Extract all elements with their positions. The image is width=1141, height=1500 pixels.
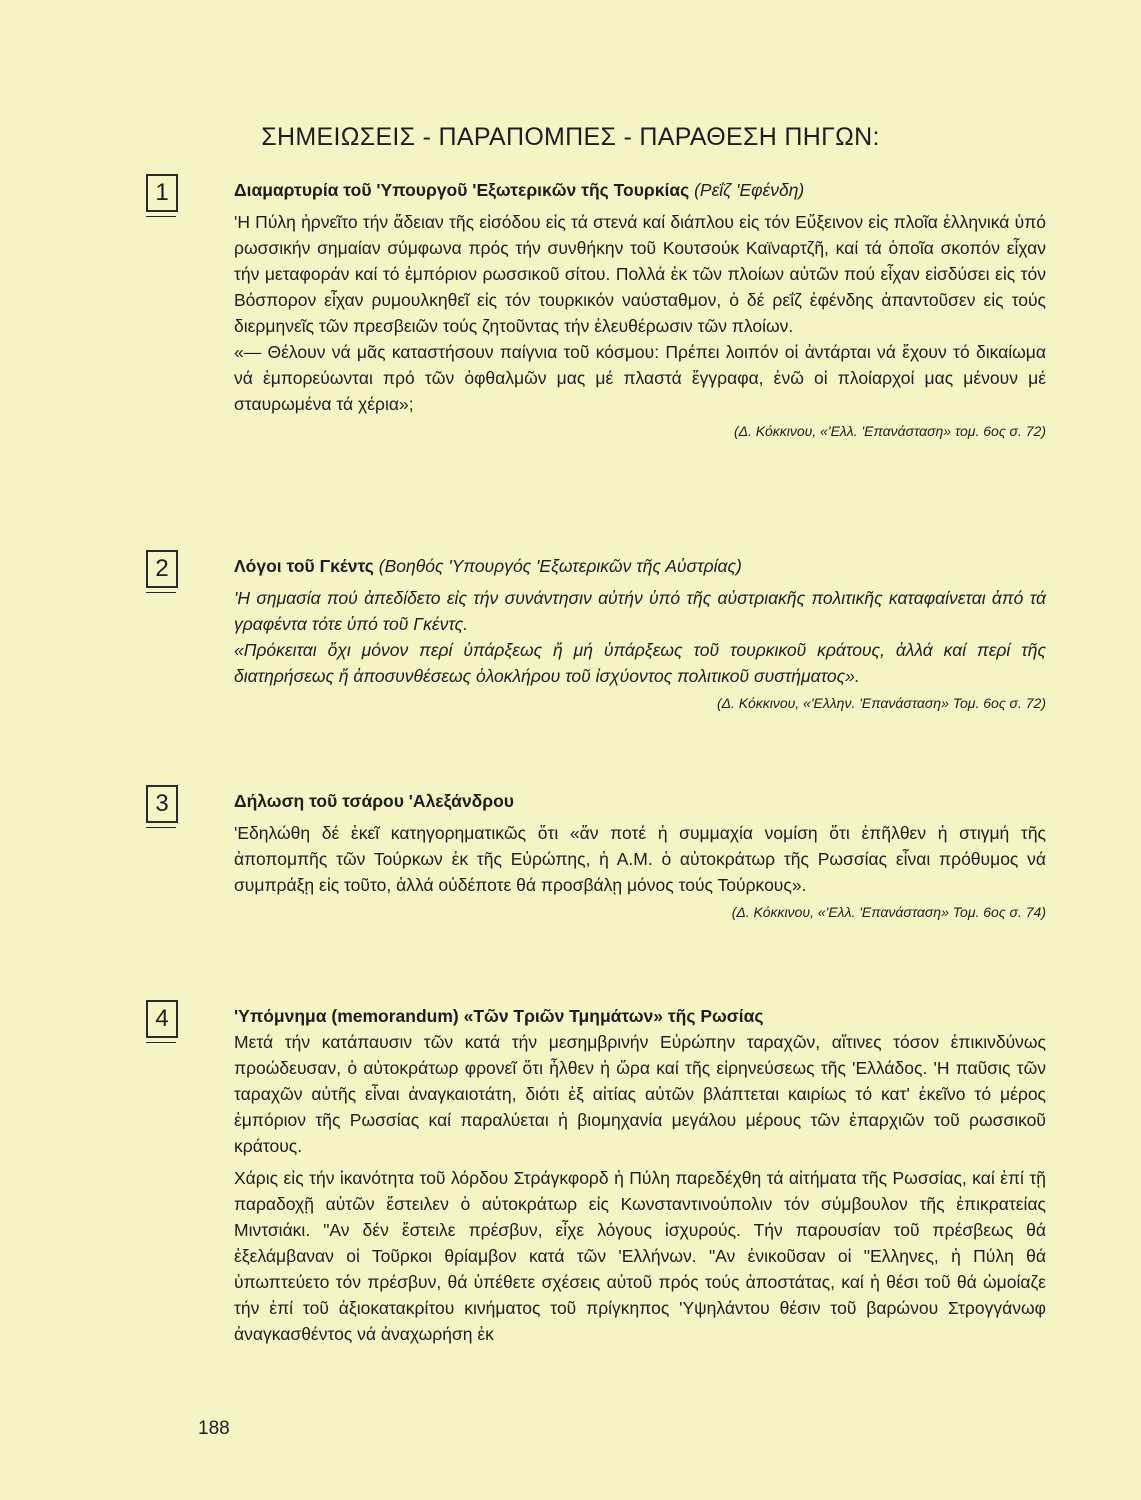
- note-heading: [234, 553, 1046, 579]
- note-heading-text: 'Υπόμνημα (memorandum) «Τῶν Τριῶν Τμημάτων» τῆς Ρωσίας: [234, 1006, 764, 1026]
- note-body: [234, 553, 1046, 715]
- note-citation: (Δ. Κόκκινου, «'Ελλ. 'Επανάσταση» τομ. 6ος σ. 72): [733, 423, 1046, 439]
- note-number-box: 4: [146, 1000, 178, 1038]
- note-heading: [234, 177, 1046, 203]
- note-heading: [234, 788, 1046, 814]
- note-paragraph: 'Εδηλώθη δέ ἐκεῖ κατηγορηματικῶς ὅτι «ἄν ποτέ ἡ συμμαχία νομίση ὅτι ἐπῆλθεν ἡ στιγμή τῆς ἀποπομπῆς τῶν Τούρκων ἐκ τῆς Εὐρώπης, ἡ Α.Μ. ὁ αὐτοκράτωρ τῆς Ρωσσίας εἶναι πρόθυμος νά συμπράξῃ εἰς τοῦτο, ἀλλά οὐδέποτε θά προσβάλῃ μόνος τούς Τούρκους».: [234, 823, 1046, 895]
- note-heading-text: Διαμαρτυρία τοῦ 'Υπουργοῦ 'Εξωτερικῶν τῆς Τουρκίας: [234, 180, 690, 200]
- note-number-box: 3: [146, 785, 178, 823]
- page-number: 188: [198, 1418, 230, 1439]
- note-citation: (Δ. Κόκκινου, «'Ελλ. 'Επανάσταση» Τομ. 6ος σ. 74): [731, 904, 1046, 920]
- note-citation: (Δ. Κόκκινου, «'Ελλην. 'Επανάσταση» Τομ. 6ος σ. 72): [716, 695, 1046, 711]
- note-heading-text: Λόγοι τοῦ Γκέντς: [234, 556, 374, 576]
- page-title: ΣΗΜΕΙΩΣΕΙΣ - ΠΑΡΑΠΟΜΠΕΣ - ΠΑΡΑΘΕΣΗ ΠΗΓΩΝ:: [261, 123, 880, 151]
- note-body: [234, 1003, 1046, 1347]
- note-body: [234, 177, 1046, 443]
- note-paragraph: Μετά τήν κατάπαυσιν τῶν κατά τήν μεσημβρινήν Εὐρώπην ταραχῶν, αἵτινες τόσον ἐπικινδύνως προώδευσαν, ὁ αὐτοκράτωρ φρονεῖ ὅτι ἦλθεν ἡ ὥρα καί τῆς εἰρηνεύσεως τῆς 'Ελλάδος. 'Η παῦσις τῶν ταραχῶν αὐτῆς εἶναι ἀναγκαιοτάτη, διότι ἐξ αἰτίας αὐτῶν βλάπτεται καιρίως τό κατ' ἐκεῖνο τό μέρος ἐμπόριον τῆς Ρωσσίας καί παραλύεται ἡ βιομηχανία μεγάλου μέρους τῶν ἐπαρχιῶν τοῦ ρωσσικοῦ κράτους.: [234, 1032, 1046, 1156]
- note-paragraph: 'Η σημασία πού ἀπεδίδετο εἰς τήν συνάντησιν αὐτήν ὑπό τῆς αὐστριακῆς πολιτικῆς καταφαίνεται ἀπό τά γραφέντα τότε ὑπό τοῦ Γκέντς.: [234, 588, 1046, 634]
- note-body: [234, 788, 1046, 924]
- note-heading-sub: (Βοηθός 'Υπουργός 'Εξωτερικῶν τῆς Αὐστρίας): [378, 556, 742, 576]
- note-paragraph: Χάρις εἰς τήν ἱκανότητα τοῦ λόρδου Στράγκφορδ ἡ Πύλη παρεδέχθη τά αἰτήματα τῆς Ρωσσίας, καί ἐπί τῇ παραδοχῇ αὐτῶν ἔστειλεν ὁ αὐτοκράτωρ εἰς Κωνσταντινούπολιν τόν σύμβουλον τῆς ἐπικρατείας Μιντσιάκι. "Αν δέν ἔστειλε πρέσβυν, εἶχε λόγους ἰσχυρούς. Τήν παρουσίαν τοῦ πρέσβεως θά ἐξελάμβαναν οἱ Τοῦρκοι θρίαμβον κατά τῶν 'Ελλήνων. "Αν ἐνικοῦσαν οἱ "Ελληνες, ἡ Πύλη θά ὑπωπτεύετο τόν πρέσβυν, θά ὑπέθετε σχέσεις αὐτοῦ πρός τούς ἀποστάτας, καί ἡ θέσι τοῦ θά ὡμοίαζε τήν ἐπί τοῦ ἀξιοκατακρίτου κινήματος τοῦ πρίγκηπος 'Υψηλάντου θέσιν τοῦ βαρώνου Στρογγάνωφ ἀναγκασθέντος νά ἀναχωρήση ἐκ: [234, 1168, 1046, 1344]
- note-heading: [234, 1003, 1046, 1029]
- note-number-box: 1: [146, 174, 178, 212]
- note-paragraph: «Πρόκειται ὄχι μόνον περί ὑπάρξεως ἤ μή ὑπάρξεως τοῦ τουρκικοῦ κράτους, ἀλλά καί περί τῆς διατηρήσεως ἤ ἀποσυνθέσεως ὁλοκλήρου τοῦ ἰσχύοντος πολιτικοῦ συστήματος».: [234, 640, 1046, 686]
- note-number-box: 2: [146, 550, 178, 588]
- note-paragraph: 'Η Πύλη ἠρνεῖτο τήν ἄδειαν τῆς εἰσόδου εἰς τά στενά καί διάπλου εἰς τόν Εὔξεινον εἰς πλοῖα ἑλληνικά ὑπό ρωσσικήν σημαίαν σύμφωνα πρός τήν συνθήκην τοῦ Κουτσούκ Καϊναρτζῆ, καί τά ὁποῖα σκοπόν εἶχαν τήν μεταφοράν καί τό ἐμπόριον ρωσσικοῦ σίτου. Πολλά ἐκ τῶν πλοίων αὐτῶν πού εἶχαν εἰσδύσει εἰς τόν Βόσπορον εἶχαν ρυμουλκηθεῖ εἰς τόν τουρκικόν ναύσταθμον, ὁ δέ ρεΐζ ἐφένδης ἀπαντοῦσεν εἰς τούς διερμηνεῖς τῶν πρεσβειῶν τούς ζητοῦντας τήν ἐλευθέρωσιν τῶν πλοίων.: [234, 212, 1046, 336]
- note-heading-sub: (Ρεΐζ 'Εφένδη): [694, 180, 805, 200]
- note-heading-text: Δήλωση τοῦ τσάρου 'Αλεξάνδρου: [234, 791, 514, 811]
- note-paragraph: «— Θέλουν νά μᾶς καταστήσουν παίγνια τοῦ κόσμου: Πρέπει λοιπόν οἱ ἀντάρται νά ἔχουν τό δικαίωμα νά ἐμπορεύωνται πρό τῶν ὀφθαλμῶν μας μέ πλαστά ἔγγραφα, ἐνῶ οἱ πλοίαρχοί μας μένουν μέ σταυρωμένα τά χέρια»;: [234, 342, 1046, 414]
